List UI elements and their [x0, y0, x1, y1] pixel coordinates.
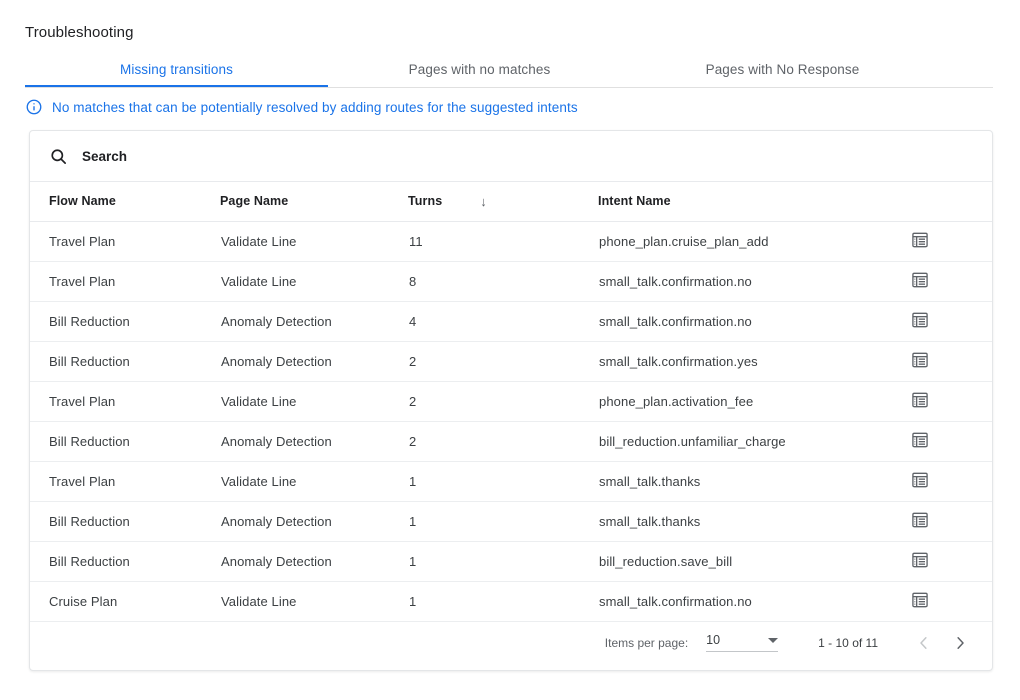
cell-flow-name: Travel Plan — [30, 381, 220, 421]
list-details-icon[interactable] — [909, 229, 931, 251]
cell-intent-name: phone_plan.activation_fee — [598, 381, 908, 421]
page-range-label: 1 - 10 of 11 — [818, 635, 878, 650]
search-input[interactable] — [82, 149, 482, 164]
cell-flow-name: Bill Reduction — [30, 301, 220, 341]
cell-actions — [908, 501, 993, 541]
items-per-page-select[interactable] — [706, 633, 778, 652]
cell-page-name: Anomaly Detection — [220, 341, 408, 381]
troubleshooting-table-card — [29, 130, 993, 671]
cell-actions — [908, 221, 993, 261]
column-header-actions — [908, 182, 993, 221]
column-header-intent-name[interactable]: Intent Name — [598, 182, 908, 221]
column-header-page-name[interactable]: Page Name — [220, 182, 408, 221]
cell-intent-name: bill_reduction.unfamiliar_charge — [598, 421, 908, 461]
column-header-turns[interactable] — [408, 182, 598, 221]
cell-actions — [908, 341, 993, 381]
table-body — [30, 221, 993, 621]
cell-flow-name: Bill Reduction — [30, 341, 220, 381]
cell-actions — [908, 261, 993, 301]
info-banner-message: No matches that can be potentially resolved by adding routes for the suggested intents — [52, 99, 578, 115]
cell-flow-name: Travel Plan — [30, 221, 220, 261]
table-row[interactable] — [30, 341, 993, 381]
items-per-page-label: Items per page: — [604, 635, 689, 650]
column-header-flow-name[interactable]: Flow Name — [30, 182, 220, 221]
cell-page-name: Validate Line — [220, 221, 408, 261]
cell-intent-name: small_talk.confirmation.no — [598, 301, 908, 341]
cell-flow-name: Bill Reduction — [30, 421, 220, 461]
list-details-icon[interactable] — [909, 389, 931, 411]
cell-page-name: Validate Line — [220, 581, 408, 621]
table-row[interactable] — [30, 221, 993, 261]
cell-turns: 11 — [408, 221, 598, 261]
tab-pages-with-no-matches[interactable]: Pages with no matches — [408, 62, 551, 77]
cell-actions — [908, 421, 993, 461]
sort-descending-icon[interactable]: ↓ — [480, 193, 487, 209]
list-details-icon[interactable] — [909, 469, 931, 491]
table-row[interactable] — [30, 421, 993, 461]
items-per-page-value: 10 — [706, 633, 721, 647]
previous-page-button[interactable] — [906, 625, 942, 661]
cell-turns: 8 — [408, 261, 598, 301]
list-details-icon[interactable] — [909, 509, 931, 531]
cell-page-name: Anomaly Detection — [220, 301, 408, 341]
chevron-down-icon — [768, 638, 778, 643]
cell-turns: 2 — [408, 381, 598, 421]
table-row[interactable] — [30, 381, 993, 421]
cell-flow-name: Travel Plan — [30, 461, 220, 501]
cell-actions — [908, 461, 993, 501]
next-page-button[interactable] — [942, 625, 978, 661]
cell-intent-name: small_talk.confirmation.no — [598, 261, 908, 301]
cell-page-name: Anomaly Detection — [220, 501, 408, 541]
cell-flow-name: Bill Reduction — [30, 541, 220, 581]
cell-intent-name: bill_reduction.save_bill — [598, 541, 908, 581]
cell-turns: 4 — [408, 301, 598, 341]
table-row[interactable] — [30, 301, 993, 341]
table-header-row — [30, 182, 993, 221]
cell-intent-name: phone_plan.cruise_plan_add — [598, 221, 908, 261]
list-details-icon[interactable] — [909, 349, 931, 371]
search-bar[interactable] — [30, 131, 992, 182]
cell-page-name: Validate Line — [220, 261, 408, 301]
table-row[interactable] — [30, 541, 993, 581]
table-row[interactable] — [30, 461, 993, 501]
cell-flow-name: Travel Plan — [30, 261, 220, 301]
cell-page-name: Validate Line — [220, 381, 408, 421]
tab-bar — [25, 52, 993, 88]
table-row[interactable] — [30, 261, 993, 301]
column-header-turns-label: Turns — [408, 193, 443, 208]
troubleshooting-table — [30, 182, 993, 622]
cell-page-name: Anomaly Detection — [220, 541, 408, 581]
cell-actions — [908, 541, 993, 581]
cell-turns: 1 — [408, 541, 598, 581]
tab-pages-with-no-response[interactable]: Pages with No Response — [705, 62, 860, 77]
tab-missing-transitions[interactable]: Missing transitions — [25, 52, 328, 87]
list-details-icon[interactable] — [909, 549, 931, 571]
cell-intent-name: small_talk.thanks — [598, 501, 908, 541]
list-details-icon[interactable] — [909, 269, 931, 291]
cell-intent-name: small_talk.confirmation.no — [598, 581, 908, 621]
cell-actions — [908, 301, 993, 341]
cell-page-name: Anomaly Detection — [220, 421, 408, 461]
page-title: Troubleshooting — [25, 24, 134, 41]
search-icon[interactable] — [48, 146, 68, 166]
cell-turns: 1 — [408, 581, 598, 621]
cell-flow-name: Bill Reduction — [30, 501, 220, 541]
list-details-icon[interactable] — [909, 429, 931, 451]
cell-intent-name: small_talk.thanks — [598, 461, 908, 501]
cell-page-name: Validate Line — [220, 461, 408, 501]
cell-turns: 1 — [408, 501, 598, 541]
cell-turns: 2 — [408, 421, 598, 461]
cell-turns: 1 — [408, 461, 598, 501]
list-details-icon[interactable] — [909, 589, 931, 611]
cell-actions — [908, 381, 993, 421]
list-details-icon[interactable] — [909, 309, 931, 331]
cell-turns: 2 — [408, 341, 598, 381]
info-circle-icon — [25, 98, 43, 116]
table-row[interactable] — [30, 501, 993, 541]
info-banner — [25, 98, 578, 116]
cell-flow-name: Cruise Plan — [30, 581, 220, 621]
cell-intent-name: small_talk.confirmation.yes — [598, 341, 908, 381]
paginator — [30, 615, 992, 670]
